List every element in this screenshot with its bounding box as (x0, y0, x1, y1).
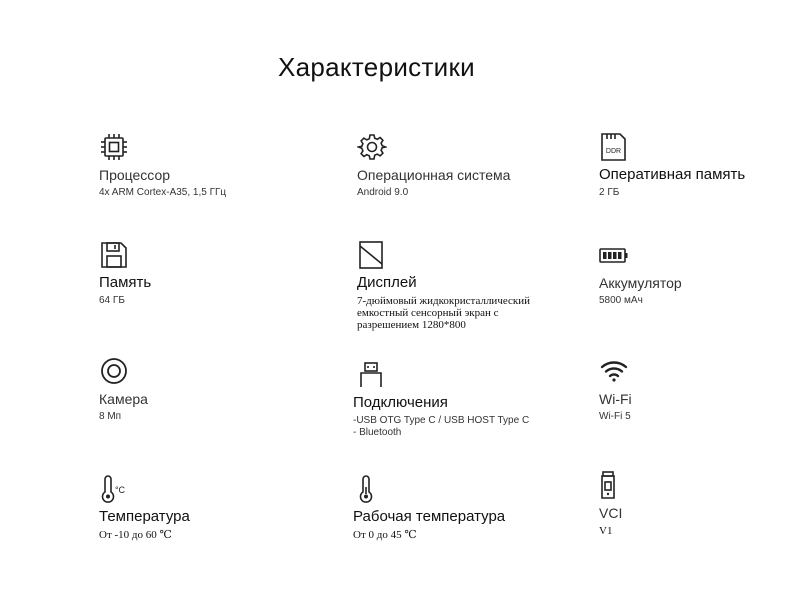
spec-name: Подключения (353, 394, 448, 411)
spec-value: 7-дюймовый жидкокристаллический емкостный сенсорный экран с разрешением 1280*800 (357, 295, 531, 331)
spec-connections (353, 360, 573, 439)
spec-value: Wi-Fi 5 (599, 411, 631, 422)
ddr-label: DDR (605, 148, 622, 155)
spec-value: 2 ГБ (599, 187, 620, 198)
cpu-chip-icon (99, 132, 129, 162)
spec-operating-temperature (353, 474, 573, 541)
thermometer-icon (355, 474, 385, 504)
usb-plug-icon (356, 360, 386, 390)
spec-name: Камера (99, 391, 148, 407)
spec-value: От 0 до 45 ℃ (353, 529, 417, 541)
spec-display (357, 240, 577, 331)
floppy-disk-icon (99, 240, 129, 270)
spec-name: Дисплей (357, 274, 417, 291)
spec-value: От -10 до 60 ℃ (99, 529, 172, 541)
spec-vci (599, 470, 800, 537)
spec-name: Температура (99, 508, 190, 525)
gear-icon (357, 132, 387, 162)
spec-os (357, 132, 577, 199)
spec-value: V1 (599, 525, 613, 537)
spec-value: -USB OTG Type C / USB HOST Type C - Bluetooth (353, 415, 530, 438)
ddr-memory-icon (599, 132, 629, 162)
spec-value: 5800 мАч (599, 295, 643, 306)
spec-name: VCI (599, 505, 623, 521)
spec-name: Процессор (99, 167, 171, 183)
wifi-icon (599, 356, 629, 386)
spec-temperature (99, 474, 319, 541)
spec-camera (99, 356, 319, 423)
spec-ram (599, 132, 800, 199)
tablet-display-icon (357, 240, 387, 270)
thermometer-celsius-icon (99, 474, 129, 504)
spec-value: 64 ГБ (99, 295, 125, 306)
spec-name: Память (99, 274, 152, 291)
spec-value: 8 Мп (99, 411, 122, 422)
battery-icon (599, 240, 629, 270)
spec-wifi (599, 356, 800, 423)
vci-dongle-icon (599, 470, 629, 500)
spec-name: Оперативная память (599, 166, 746, 183)
spec-battery (599, 240, 800, 307)
spec-name: Рабочая температура (353, 508, 506, 525)
spec-name: Операционная система (357, 167, 511, 183)
spec-name: Wi-Fi (599, 391, 632, 407)
camera-lens-icon (99, 356, 129, 386)
page-title: Характеристики (278, 52, 475, 82)
spec-value: Android 9.0 (357, 187, 409, 198)
spec-name: Аккумулятор (599, 275, 682, 291)
spec-storage (99, 240, 319, 307)
celsius-label: °C (114, 485, 126, 495)
spec-processor (99, 132, 319, 199)
spec-value: 4x ARM Cortex-A35, 1,5 ГГц (99, 187, 227, 198)
